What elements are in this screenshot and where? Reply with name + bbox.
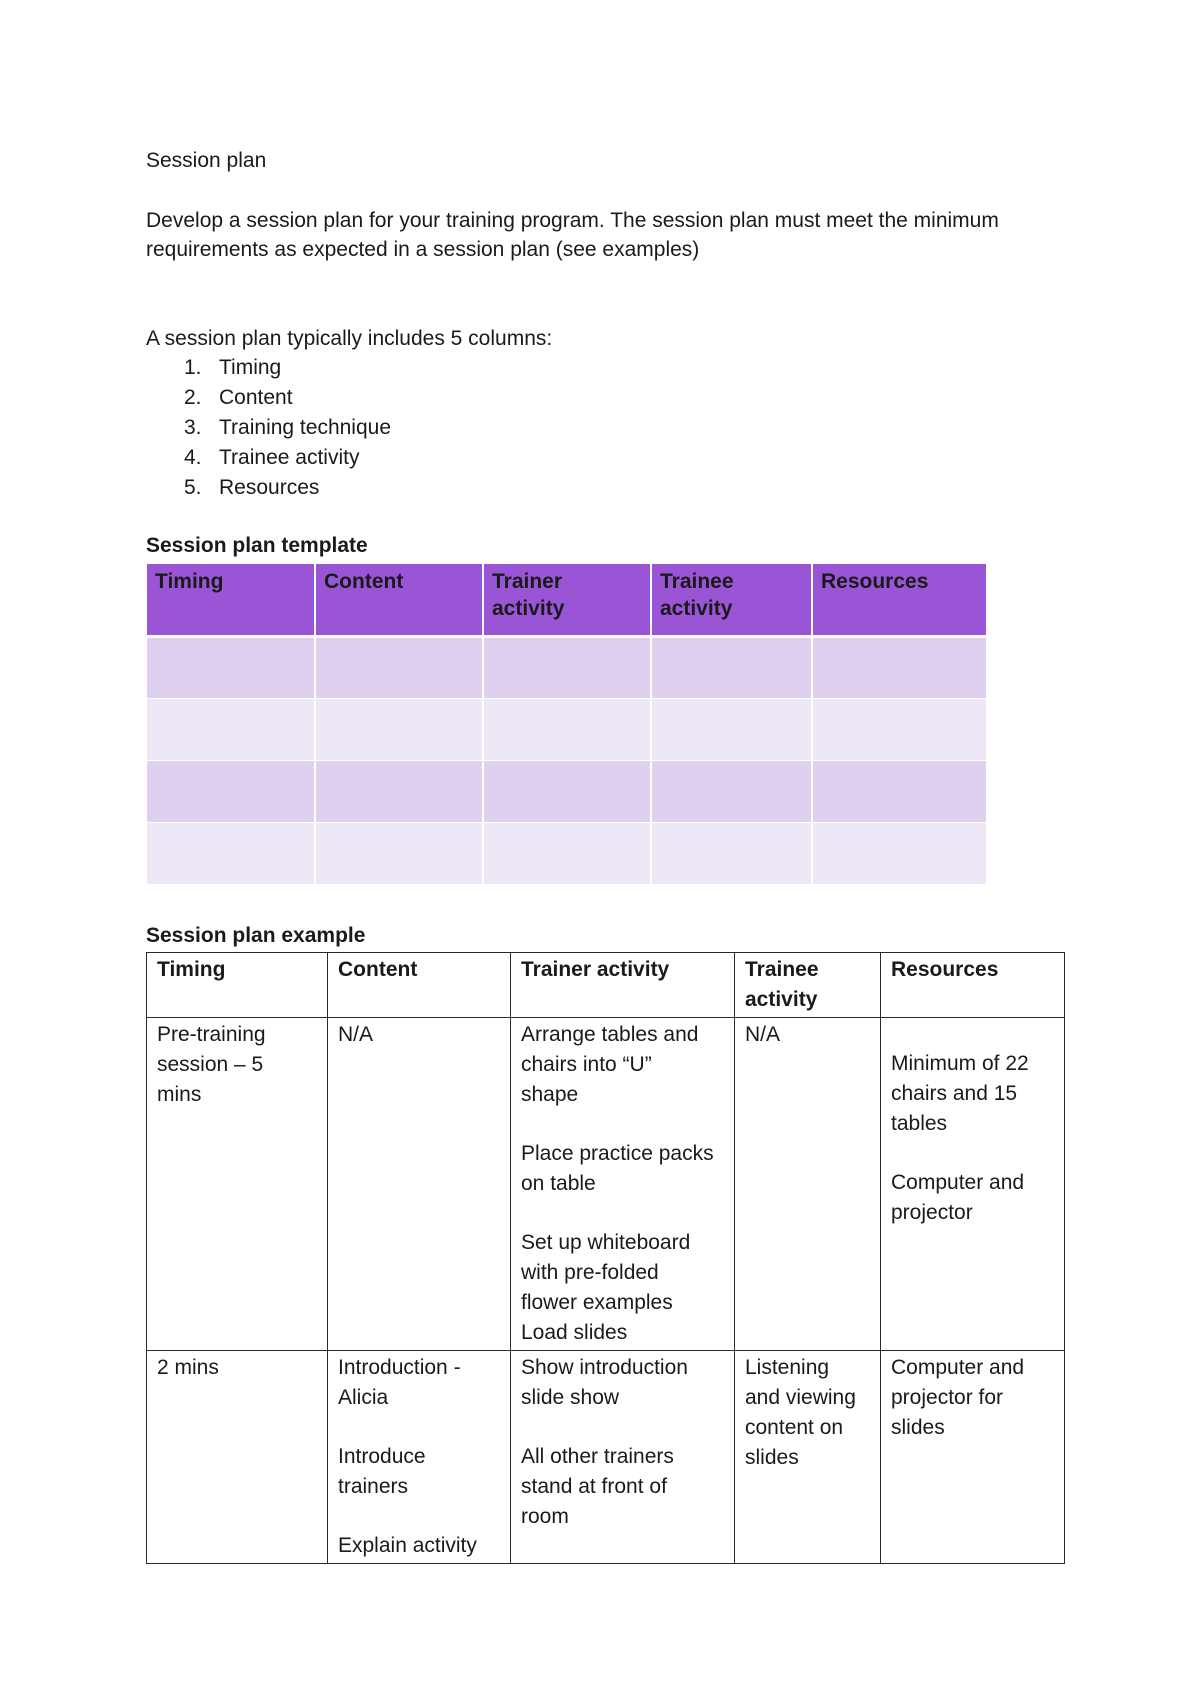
cell-line: chairs and 15 [891, 1082, 1018, 1105]
template-cell[interactable] [651, 636, 812, 698]
cell-line: slides [745, 1446, 799, 1469]
blank-line [338, 1502, 500, 1531]
blank-line [338, 1413, 500, 1442]
cell-line: Explain activity [338, 1534, 477, 1557]
template-cell[interactable] [812, 698, 987, 760]
cell-line: projector for [891, 1386, 1004, 1409]
template-cell[interactable] [483, 822, 651, 884]
example-cell-trainer-activity [511, 1018, 735, 1351]
example-header-row [147, 953, 1065, 1018]
list-intro: A session plan typically includes 5 columns: [146, 327, 553, 350]
cell-line: tables [891, 1112, 948, 1135]
cell-line: Set up whiteboard [521, 1231, 691, 1254]
template-cell[interactable] [812, 636, 987, 698]
example-cell-timing [147, 1351, 328, 1564]
cell-line: slides [891, 1416, 945, 1439]
template-header-content: Content [315, 564, 483, 636]
example-cell-timing [147, 1018, 328, 1351]
list-item: 2. Content [184, 386, 293, 409]
template-header-row [147, 564, 987, 636]
example-header-resources: Resources [881, 953, 1065, 1018]
example-cell-trainer-activity [511, 1351, 735, 1564]
template-cell[interactable] [147, 822, 315, 884]
cell-line: Load slides [521, 1321, 628, 1344]
example-header-timing: Timing [147, 953, 328, 1018]
template-cell[interactable] [315, 698, 483, 760]
template-cell[interactable] [651, 822, 812, 884]
cell-line: Listening [745, 1356, 830, 1379]
cell-line: stand at front of [521, 1475, 667, 1498]
template-cell[interactable] [147, 636, 315, 698]
cell-line: Arrange tables and [521, 1023, 699, 1046]
template-cell[interactable] [315, 760, 483, 822]
example-row-introduction [147, 1351, 1065, 1564]
example-header-trainee-activity: Trainee activity [735, 953, 881, 1018]
template-cell[interactable] [315, 822, 483, 884]
template-header-trainer-activity: Trainer activity [483, 564, 651, 636]
list-item: 4. Trainee activity [184, 446, 360, 469]
example-heading: Session plan example [146, 924, 366, 947]
blank-line [891, 1020, 1054, 1049]
template-cell[interactable] [651, 760, 812, 822]
session-plan-example-table [146, 952, 1065, 1564]
blank-line [521, 1199, 724, 1228]
example-cell-content [328, 1351, 511, 1564]
cell-line: content on [745, 1416, 844, 1439]
cell-line: slide show [521, 1386, 620, 1409]
template-cell[interactable] [483, 698, 651, 760]
cell-line: flower examples [521, 1291, 673, 1314]
template-header-trainee-activity: Trainee activity [651, 564, 812, 636]
template-empty-row [147, 822, 987, 884]
template-cell[interactable] [812, 822, 987, 884]
template-cell[interactable] [315, 636, 483, 698]
template-empty-row [147, 698, 987, 760]
cell-line: and viewing [745, 1386, 856, 1409]
cell-line: projector [891, 1201, 973, 1224]
cell-line: on table [521, 1172, 596, 1195]
example-cell-trainee-activity [735, 1018, 881, 1351]
template-empty-row [147, 760, 987, 822]
example-cell-resources [881, 1018, 1065, 1351]
columns-list [146, 354, 391, 504]
cell-line: Introduce [338, 1445, 426, 1468]
document-title: Session plan [146, 149, 267, 172]
template-header-resources: Resources [812, 564, 987, 636]
cell-line: Place practice packs [521, 1142, 714, 1165]
cell-line: Minimum of 22 [891, 1052, 1029, 1075]
cell-line: N/A [745, 1023, 781, 1046]
intro-line-1: Develop a session plan for your training program. The session plan must meet the minimum [146, 209, 999, 232]
list-item: 3. Training technique [184, 416, 391, 439]
blank-line [521, 1413, 724, 1442]
blank-line [891, 1139, 1054, 1168]
template-cell[interactable] [147, 760, 315, 822]
cell-line: session – 5 [157, 1053, 264, 1076]
template-heading: Session plan template [146, 534, 368, 557]
cell-line: with pre-folded [521, 1261, 659, 1284]
intro-line-2: requirements as expected in a session plan (see examples) [146, 238, 700, 261]
cell-line: mins [157, 1083, 202, 1106]
cell-line: Introduction - [338, 1356, 461, 1379]
cell-line: Computer and [891, 1356, 1025, 1379]
cell-line: N/A [338, 1023, 374, 1046]
cell-line: room [521, 1505, 569, 1528]
example-cell-content [328, 1018, 511, 1351]
template-header-timing: Timing [147, 564, 315, 636]
template-cell[interactable] [483, 636, 651, 698]
list-item: 1. Timing [184, 356, 282, 379]
blank-line [521, 1110, 724, 1139]
template-cell[interactable] [812, 760, 987, 822]
cell-line: trainers [338, 1475, 409, 1498]
cell-line: Alicia [338, 1386, 389, 1409]
cell-line: chairs into “U” [521, 1053, 652, 1076]
cell-line: shape [521, 1083, 579, 1106]
list-item: 5. Resources [184, 476, 320, 499]
example-cell-resources [881, 1351, 1065, 1564]
template-cell[interactable] [651, 698, 812, 760]
example-cell-trainee-activity [735, 1351, 881, 1564]
cell-line: Computer and [891, 1171, 1025, 1194]
cell-line: Pre-training [157, 1023, 266, 1046]
session-plan-template-table [147, 564, 988, 885]
cell-line: 2 mins [157, 1356, 219, 1379]
cell-line: Show introduction [521, 1356, 688, 1379]
template-empty-row [147, 636, 987, 698]
cell-line: All other trainers [521, 1445, 674, 1468]
example-header-content: Content [328, 953, 511, 1018]
example-header-trainer-activity: Trainer activity [511, 953, 735, 1018]
template-cell[interactable] [147, 698, 315, 760]
template-cell[interactable] [483, 760, 651, 822]
example-row-pre-training [147, 1018, 1065, 1351]
